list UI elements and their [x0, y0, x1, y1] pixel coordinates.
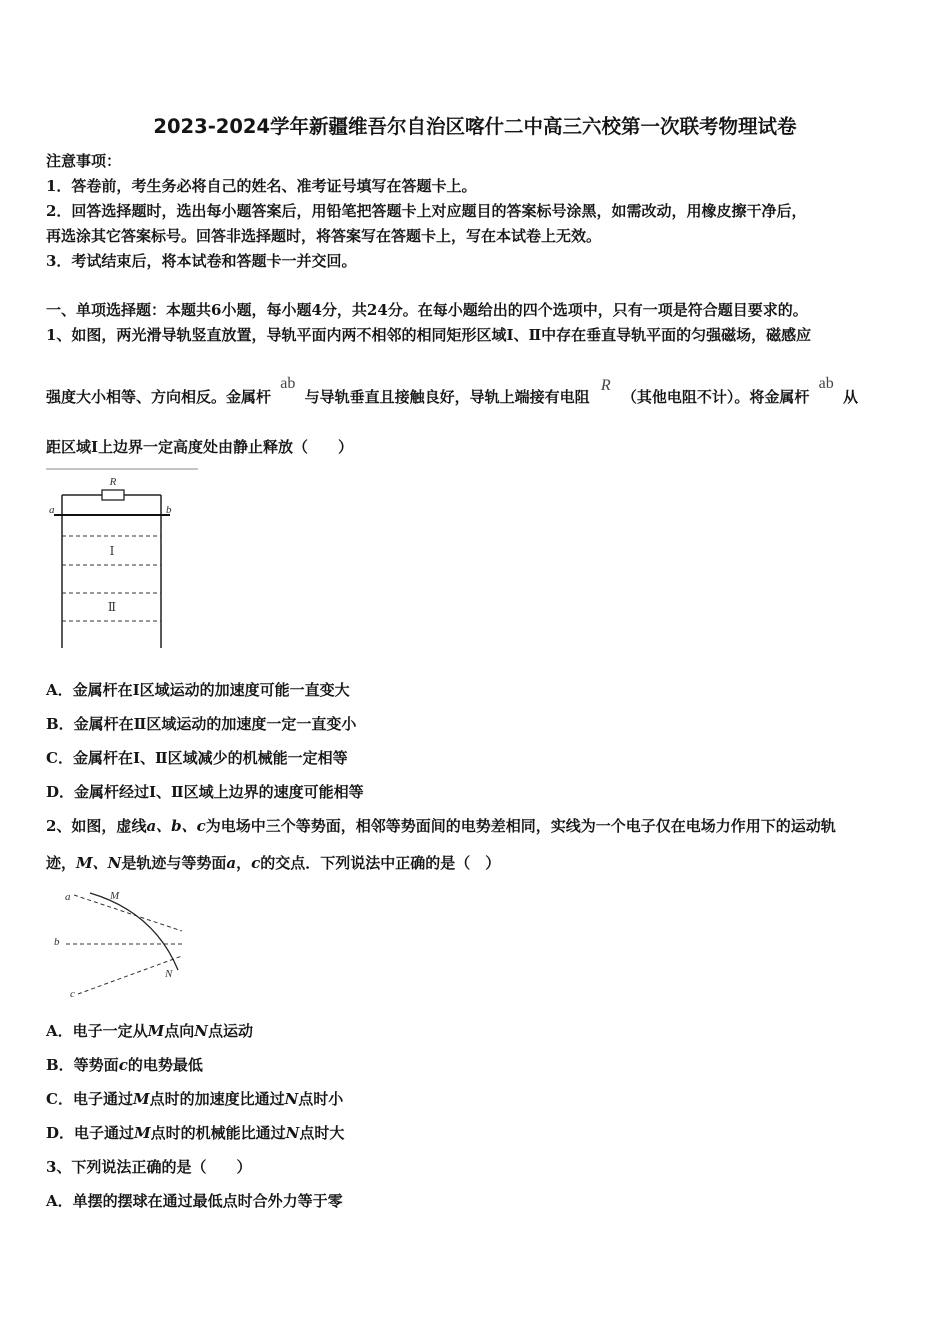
- q2-symbol-a: a: [226, 854, 237, 872]
- q2-b-symbol-c: c: [118, 1056, 128, 1074]
- q2-d-text-1: D．电子通过: [46, 1124, 135, 1142]
- resistor-label: R: [109, 476, 117, 488]
- q2-c-text-3: 点时小: [298, 1090, 344, 1108]
- q2-text-5: 的交点．下列说法中正确的是（ ）: [260, 854, 501, 872]
- q2-a-text-1: A．电子一定从: [46, 1022, 148, 1040]
- label-b: b: [54, 936, 60, 948]
- q1-option-d: D．金属杆经过Ⅰ、Ⅱ区域上边界的速度可能相等: [46, 783, 364, 801]
- region-2-label: Ⅱ: [107, 600, 117, 614]
- q2-b-text-2: 的电势最低: [127, 1056, 203, 1074]
- q1-stem-line-3: 距区域Ⅰ上边界一定高度处由静止释放（ ）: [46, 438, 354, 456]
- q2-d-symbol-N: N: [285, 1124, 300, 1142]
- rod-end-b-label: b: [166, 504, 172, 516]
- q2-symbols-MN: M、N: [76, 854, 122, 872]
- q1-text-a: 强度大小相等、方向相反。金属杆: [46, 388, 272, 406]
- resistor: [102, 490, 124, 500]
- label-M: M: [110, 890, 120, 902]
- q1-text-c: （其他电阻不计）。将金属杆: [621, 388, 810, 406]
- section-heading: 一、单项选择题：本题共6小题，每小题4分，共24分。在每小题给出的四个选项中，只有一项是符合题目要求的。: [46, 301, 808, 319]
- q2-d-symbol-M: M: [134, 1124, 151, 1142]
- q1-option-c: C．金属杆在Ⅰ、Ⅱ区域减少的机械能一定相等: [46, 749, 348, 767]
- q2-text-2: 为电场中三个等势面，相邻等势面间的电势差相同，实线为一个电子仅在电场力作用下的运动轨: [205, 817, 836, 835]
- label-N: N: [165, 968, 173, 980]
- q2-c-text-2: 点时的加速度比通过: [149, 1090, 285, 1108]
- q1-symbol-ab-2: ab: [818, 375, 834, 392]
- q1-symbol-ab: ab: [280, 375, 296, 392]
- q2-symbol-c: c: [251, 854, 261, 872]
- q2-a-symbol-N: N: [194, 1022, 208, 1040]
- q2-text-4: 是轨迹与等势面: [121, 854, 227, 872]
- q1-stem-line-2: [46, 375, 858, 408]
- q2-stem-line-2: [46, 853, 500, 873]
- q2-text-comma: ，: [236, 854, 252, 872]
- page-title: 2023-2024学年新疆维吾尔自治区喀什二中高三六校第一次联考物理试卷: [153, 115, 797, 138]
- q2-d-text-2: 点时的机械能比通过: [150, 1124, 286, 1142]
- q2-option-d: [46, 1123, 344, 1143]
- notice-item-3: 3．考试结束后，将本试卷和答题卡一并交回。: [46, 252, 357, 270]
- q3-option-a: A．单摆的摆球在通过最低点时合外力等于零: [46, 1192, 343, 1210]
- region-1-label: Ⅰ: [109, 544, 115, 558]
- q2-a-symbol-M: M: [147, 1022, 165, 1040]
- notice-item-2-line-2: 再选涂其它答案标号。回答非选择题时，将答案写在答题卡上，写在本试卷上无效。: [46, 227, 602, 245]
- q1-rail-figure: [46, 464, 206, 654]
- q2-option-b: [46, 1055, 203, 1075]
- q1-option-b: B．金属杆在Ⅱ区域运动的加速度一定一直变小: [46, 715, 357, 733]
- q1-stem-line-1: 1、如图，两光滑导轨竖直放置，导轨平面内两不相邻的相同矩形区域Ⅰ、Ⅱ中存在垂直导轨平面的匀强磁场，磁感应: [46, 326, 812, 344]
- notice-item-2-line-1: 2．回答选择题时，选出每小题答案后，用铅笔把答题卡上对应题目的答案标号涂黑，如需改动，用橡皮擦干净后，: [46, 202, 807, 220]
- q2-text-1: 2、如图，虚线: [46, 817, 147, 835]
- label-c: c: [70, 988, 75, 1000]
- q1-symbol-R: R: [600, 377, 611, 394]
- q1-option-a: A．金属杆在Ⅰ区域运动的加速度可能一直变大: [46, 681, 350, 699]
- q2-c-symbol-M: M: [132, 1090, 150, 1108]
- q2-a-text-2: 点向: [164, 1022, 195, 1040]
- equipotential-a: [74, 895, 182, 931]
- q2-a-text-3: 点运动: [207, 1022, 253, 1040]
- q3-stem: 3、下列说法正确的是（ ）: [46, 1158, 252, 1176]
- q2-symbols-abc: a、b、c: [146, 817, 206, 835]
- q2-text-3: 迹，: [46, 854, 77, 872]
- q2-c-symbol-N: N: [284, 1090, 299, 1108]
- q1-text-d: 从: [842, 388, 858, 406]
- notice-item-1: 1．答卷前，考生务必将自己的姓名、准考证号填写在答题卡上。: [46, 177, 477, 195]
- rod-end-a-label: a: [49, 504, 55, 516]
- q2-equipotential-figure: [50, 884, 200, 1004]
- q2-stem-line-1: [46, 816, 836, 836]
- q2-option-c: [46, 1089, 343, 1109]
- q2-d-text-3: 点时大: [299, 1124, 345, 1142]
- q2-c-text-1: C．电子通过: [46, 1090, 133, 1108]
- label-a: a: [65, 891, 71, 903]
- q2-b-text-1: B．等势面: [46, 1056, 119, 1074]
- q2-option-a: [46, 1021, 253, 1041]
- notice-heading: 注意事项：: [46, 152, 122, 170]
- q1-text-b: 与导轨垂直且接触良好，导轨上端接有电阻: [304, 388, 590, 406]
